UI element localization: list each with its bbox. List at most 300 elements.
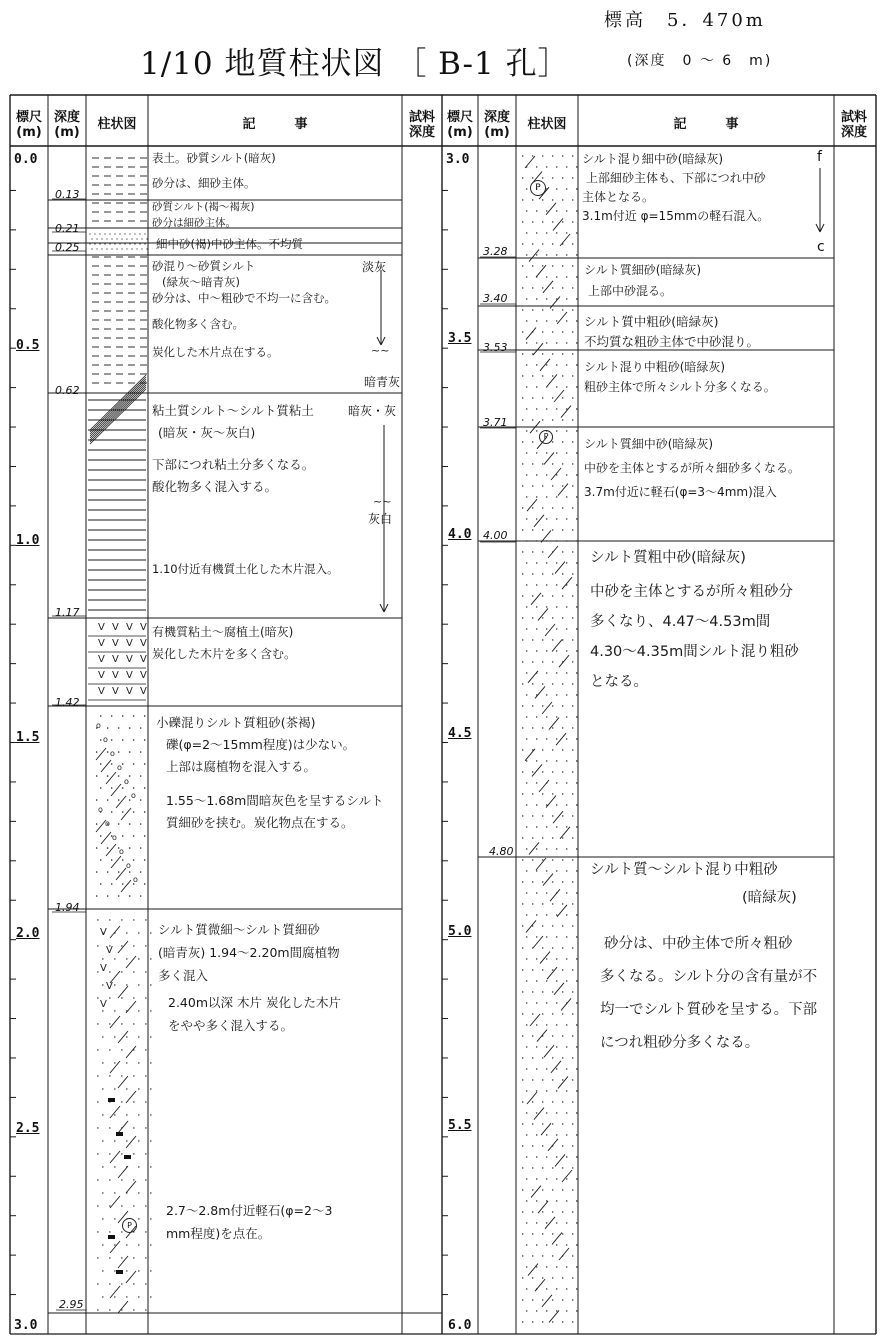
sand-dot: [532, 683, 533, 684]
sand-dot: [111, 859, 113, 861]
sand-dot: [522, 1211, 523, 1212]
sand-dot: [121, 919, 122, 920]
sand-dot: [131, 238, 132, 239]
silt-slash: [546, 203, 556, 215]
note-line: 砂混り～砂質シルト: [152, 259, 256, 273]
note-line: となる。: [590, 674, 648, 690]
sand-dot: [542, 375, 543, 376]
sand-dot: [566, 628, 567, 629]
sand-dot: [536, 540, 537, 541]
sand-dot: [566, 1288, 567, 1289]
sand-dot: [526, 1024, 527, 1025]
sand-dot: [522, 595, 523, 596]
sand-dot: [145, 1179, 146, 1180]
gravel-mark: o: [103, 735, 108, 744]
sand-dot: [106, 238, 107, 239]
silt-slash: [126, 1046, 136, 1058]
sand-dot: [572, 661, 573, 662]
sand-dot: [536, 1134, 537, 1135]
sand-dot: [532, 485, 533, 486]
sand-dot: [536, 518, 537, 519]
sand-dot: [562, 309, 563, 310]
sand-dot: [566, 452, 567, 453]
sand-dot: [536, 1200, 537, 1201]
sand-dot: [111, 787, 113, 789]
sand-dot: [104, 243, 105, 244]
sand-dot: [145, 1023, 146, 1024]
sand-dot: [536, 298, 537, 299]
sand-dot: [536, 650, 537, 651]
sand-dot: [566, 848, 567, 849]
sand-dot: [109, 1153, 110, 1154]
sand-dot: [121, 1205, 122, 1206]
sand-dot: [546, 958, 547, 959]
sand-dot: [572, 1233, 573, 1234]
sand-dot: [542, 573, 543, 574]
silt-slash: [539, 780, 549, 792]
sand-dot: [97, 1231, 98, 1232]
sand-dot: [556, 826, 557, 827]
peat-mark: V: [112, 638, 119, 649]
sand-dot: [556, 1288, 557, 1289]
sand-dot: [522, 221, 523, 222]
sand-dot: [556, 1068, 557, 1069]
sand-dot: [552, 903, 553, 904]
sand-dot: [526, 386, 527, 387]
sand-dot: [526, 298, 527, 299]
sand-dot: [552, 375, 553, 376]
sand-dot: [526, 870, 527, 871]
sand-dot: [572, 991, 573, 992]
sand-dot: [576, 848, 577, 849]
silt-slash: [550, 296, 560, 308]
sand-dot: [97, 1205, 98, 1206]
sand-dot: [532, 199, 533, 200]
sand-dot: [542, 397, 543, 398]
sand-dot: [109, 1049, 110, 1050]
sand-dot: [526, 848, 527, 849]
sand-dot: [562, 287, 563, 288]
sand-dot: [572, 551, 573, 552]
silt-slash: [558, 1076, 568, 1088]
sand-dot: [532, 991, 533, 992]
sand-dot: [576, 650, 577, 651]
layer-note-right: [590, 543, 799, 697]
sand-dot: [576, 1200, 577, 1201]
sand-dot: [552, 353, 553, 354]
sand-dot: [532, 1255, 533, 1256]
sand-dot: [141, 248, 142, 249]
sand-dot: [532, 727, 533, 728]
silt-slash: [551, 468, 561, 480]
sand-dot: [150, 984, 151, 985]
sand-dot: [562, 837, 563, 838]
sand-dot: [562, 551, 563, 552]
sand-dot: [139, 233, 140, 234]
sand-dot: [562, 1145, 563, 1146]
sand-dot: [526, 1090, 527, 1091]
sand-dot: [522, 463, 523, 464]
sand-dot: [114, 1166, 115, 1167]
gravel-mark: o: [126, 861, 131, 870]
sand-dot: [532, 595, 533, 596]
sand-dot: [542, 1167, 543, 1168]
sand-dot: [522, 1321, 523, 1322]
sand-dot: [546, 540, 547, 541]
silt-slash: [126, 956, 136, 968]
sand-dot: [546, 1266, 547, 1267]
sand-dot: [576, 518, 577, 519]
note-line: 中砂を主体とするが所々粗砂分: [590, 584, 793, 600]
silt-slash: [118, 1301, 128, 1313]
sand-dot: [562, 463, 563, 464]
sand-dot: [572, 749, 573, 750]
sand-dot: [126, 1114, 127, 1115]
sand-dot: [121, 945, 122, 946]
sand-dot: [542, 287, 543, 288]
sand-dot: [526, 628, 527, 629]
sand-dot: [107, 727, 109, 729]
sand-dot: [566, 716, 567, 717]
note-line: 砂質シルト(褐～褐灰): [152, 201, 255, 213]
sand-dot: [572, 1123, 573, 1124]
sand-dot: [546, 716, 547, 717]
scale-label: 0.0: [14, 152, 38, 167]
sand-dot: [556, 716, 557, 717]
sand-dot: [576, 474, 577, 475]
sand-dot: [562, 265, 563, 266]
sand-dot: [562, 441, 563, 442]
note-line: 粘土質シルト～シルト質粘土: [152, 403, 314, 418]
sand-dot: [566, 1046, 567, 1047]
sand-dot: [576, 188, 577, 189]
note-line: 2.7～2.8m付近軽石(φ=2～3: [166, 1203, 333, 1218]
sand-dot: [536, 760, 537, 761]
sand-dot: [572, 969, 573, 970]
remark-arrow: [816, 224, 820, 232]
sand-dot: [576, 804, 577, 805]
sand-dot: [114, 1218, 115, 1219]
sand-dot: [122, 811, 124, 813]
sand-dot: [111, 883, 113, 885]
sand-dot: [552, 639, 553, 640]
sand-dot: [526, 694, 527, 695]
sand-dot: [144, 243, 145, 244]
sand-dot: [546, 694, 547, 695]
silt-slash: [126, 1001, 136, 1013]
silt-slash: [126, 1181, 136, 1193]
sand-dot: [532, 265, 533, 266]
scale-label-right: 3.5: [448, 331, 472, 346]
sand-dot: [566, 1178, 567, 1179]
sand-dot: [536, 914, 537, 915]
sand-dot: [100, 787, 102, 789]
layer-note: [152, 150, 276, 192]
sand-dot: [532, 1101, 533, 1102]
sand-dot: [536, 254, 537, 255]
sand-dot: [96, 799, 98, 801]
sand-dot: [536, 232, 537, 233]
sand-dot: [122, 883, 124, 885]
sand-dot: [552, 1211, 553, 1212]
sand-dot: [552, 1035, 553, 1036]
sand-dot: [546, 342, 547, 343]
sand-dot: [121, 1231, 122, 1232]
sand-dot: [122, 835, 124, 837]
sand-dot: [572, 529, 573, 530]
sand-dot: [546, 1244, 547, 1245]
sand-dot: [133, 1153, 134, 1154]
sand-dot: [546, 870, 547, 871]
sand-dot: [556, 232, 557, 233]
sand-dot: [522, 243, 523, 244]
sand-dot: [572, 1299, 573, 1300]
sand-dot: [97, 1101, 98, 1102]
layer-note: [152, 258, 336, 360]
silt-slash: [526, 328, 536, 340]
sand-dot: [552, 1321, 553, 1322]
sand-dot: [532, 177, 533, 178]
sand-dot: [552, 199, 553, 200]
sand-dot: [133, 1075, 134, 1076]
sand-dot: [131, 248, 132, 249]
sand-dot: [532, 573, 533, 574]
sand-dot: [536, 738, 537, 739]
sand-dot: [552, 1123, 553, 1124]
sand-dot: [522, 683, 523, 684]
sand-dot: [522, 265, 523, 266]
silt-slash: [101, 832, 111, 844]
sand-dot: [99, 233, 100, 234]
sand-dot: [562, 1299, 563, 1300]
scale-label: 3.0: [14, 1318, 38, 1333]
sand-dot: [97, 1023, 98, 1024]
sand-dot: [140, 799, 142, 801]
scale-label: 1.5: [16, 730, 40, 745]
sand-dot: [556, 496, 557, 497]
sand-dot: [546, 474, 547, 475]
sand-dot: [133, 835, 135, 837]
sand-dot: [126, 1296, 127, 1297]
sand-dot: [562, 419, 563, 420]
sand-dot: [562, 683, 563, 684]
sand-dot: [526, 672, 527, 673]
sand-dot: [114, 233, 115, 234]
sand-dot: [536, 496, 537, 497]
sand-dot: [89, 243, 90, 244]
sand-dot: [562, 397, 563, 398]
sand-dot: [122, 763, 124, 765]
sand-dot: [150, 958, 151, 959]
gravel-mark: o: [96, 721, 101, 730]
color-remark: 灰白: [368, 512, 393, 526]
sand-dot: [119, 233, 120, 234]
silt-slash: [111, 784, 121, 796]
sand-dot: [522, 441, 523, 442]
sand-dot: [566, 474, 567, 475]
sand-dot: [532, 375, 533, 376]
sand-dot: [572, 1145, 573, 1146]
sand-dot: [552, 397, 553, 398]
sand-dot: [576, 562, 577, 563]
sand-dot: [522, 309, 523, 310]
sand-dot: [556, 936, 557, 937]
sand-dot: [526, 738, 527, 739]
note-line: シルト質微細～シルト質細砂: [158, 922, 320, 937]
sand-dot: [522, 617, 523, 618]
layer-note: [158, 918, 341, 1245]
sand-dot: [576, 1244, 577, 1245]
sand-dot: [532, 441, 533, 442]
sand-dot: [532, 903, 533, 904]
sand-dot: [97, 1127, 98, 1128]
sand-dot: [576, 936, 577, 937]
sand-dot: [526, 980, 527, 981]
sand-dot: [91, 248, 92, 249]
sand-dot: [145, 1153, 146, 1154]
sand-dot: [140, 775, 142, 777]
sand-dot: [109, 1283, 110, 1284]
sand-dot: [526, 540, 527, 541]
sand-dot: [526, 1002, 527, 1003]
sand-dot: [522, 1167, 523, 1168]
sand-dot: [97, 1283, 98, 1284]
sand-dot: [536, 848, 537, 849]
sand-dot: [536, 1156, 537, 1157]
sand-dot: [552, 727, 553, 728]
sand-dot: [572, 815, 573, 816]
sand-dot: [526, 254, 527, 255]
sand-dot: [576, 496, 577, 497]
sand-dot: [572, 155, 573, 156]
sand-dot: [576, 1156, 577, 1157]
sand-dot: [566, 342, 567, 343]
note-line: 主体となる。: [582, 190, 655, 204]
sand-dot: [532, 705, 533, 706]
silt-slash: [101, 760, 111, 772]
sand-dot: [134, 243, 135, 244]
layer-depth: 0.62: [55, 384, 80, 397]
sand-dot: [556, 1200, 557, 1201]
sand-dot: [572, 1277, 573, 1278]
silt-slash: [529, 842, 539, 854]
sand-dot: [542, 265, 543, 266]
sand-dot: [552, 947, 553, 948]
scale-label-right: 3.0: [446, 152, 470, 167]
sand-dot: [133, 1257, 134, 1258]
sand-dot: [150, 1244, 151, 1245]
sand-dot: [562, 221, 563, 222]
silt-slash: [111, 856, 121, 868]
sand-dot: [145, 945, 146, 946]
sand-dot: [572, 1211, 573, 1212]
sand-dot: [572, 397, 573, 398]
sand-dot: [552, 1255, 553, 1256]
sand-dot: [532, 1079, 533, 1080]
peat-mark: V: [140, 654, 147, 665]
silt-slash: [554, 390, 564, 402]
sand-dot: [526, 782, 527, 783]
sand-dot: [522, 771, 523, 772]
silt-slash: [557, 312, 567, 324]
sand-dot: [556, 628, 557, 629]
sand-dot: [526, 1068, 527, 1069]
sand-dot: [536, 584, 537, 585]
sand-dot: [140, 847, 142, 849]
silt-slash: [541, 1123, 551, 1135]
sand-dot: [562, 177, 563, 178]
silt-slash: [546, 796, 556, 808]
note-line: シルト混り中粗砂(暗緑灰): [584, 360, 726, 374]
layer-note-right: [584, 312, 759, 352]
sand-dot: [118, 727, 120, 729]
sand-dot: [526, 364, 527, 365]
remark-f: f: [817, 149, 822, 165]
sand-dot: [556, 320, 557, 321]
sand-dot: [121, 1153, 122, 1154]
sand-dot: [566, 1156, 567, 1157]
sand-dot: [150, 1088, 151, 1089]
sand-dot: [109, 243, 110, 244]
sand-dot: [118, 871, 120, 873]
sand-dot: [96, 248, 97, 249]
sand-dot: [552, 925, 553, 926]
sand-dot: [542, 1145, 543, 1146]
sand-dot: [552, 1013, 553, 1014]
sand-dot: [576, 342, 577, 343]
sand-dot: [552, 815, 553, 816]
sand-dot: [532, 1189, 533, 1190]
sand-dot: [109, 1075, 110, 1076]
sand-dot: [572, 1189, 573, 1190]
layer-note-right: [582, 150, 769, 226]
sand-dot: [522, 177, 523, 178]
sand-dot: [114, 1062, 115, 1063]
silt-slash: [110, 1016, 120, 1028]
pumice-mark: [108, 1235, 115, 1239]
silt-slash: [116, 796, 126, 808]
sand-dot: [150, 1114, 151, 1115]
sand-dot: [526, 518, 527, 519]
sand-dot: [118, 895, 120, 897]
silt-slash: [547, 967, 557, 979]
note-line: 不均質な粗砂主体で中砂混り。: [584, 334, 760, 349]
sand-dot: [114, 1296, 115, 1297]
sand-dot: [522, 507, 523, 508]
sand-dot: [542, 353, 543, 354]
sand-dot: [102, 984, 103, 985]
sand-dot: [576, 1046, 577, 1047]
sand-dot: [562, 947, 563, 948]
note-line: 1.10付近有機質土化した木片混入。: [152, 562, 339, 576]
sand-dot: [97, 919, 98, 920]
layer-note: [152, 400, 339, 580]
sand-dot: [562, 331, 563, 332]
pumice-mark: [116, 1270, 123, 1274]
sand-dot: [114, 984, 115, 985]
sand-dot: [572, 243, 573, 244]
sand-dot: [522, 969, 523, 970]
sand-dot: [562, 991, 563, 992]
sand-dot: [145, 1101, 146, 1102]
sand-dot: [576, 1090, 577, 1091]
sand-dot: [144, 739, 146, 741]
sand-dot: [552, 749, 553, 750]
note-line: 砂分は、中～粗砂で不均一に含む。: [152, 291, 336, 305]
sand-dot: [562, 727, 563, 728]
sand-dot: [576, 980, 577, 981]
sand-dot: [566, 1222, 567, 1223]
